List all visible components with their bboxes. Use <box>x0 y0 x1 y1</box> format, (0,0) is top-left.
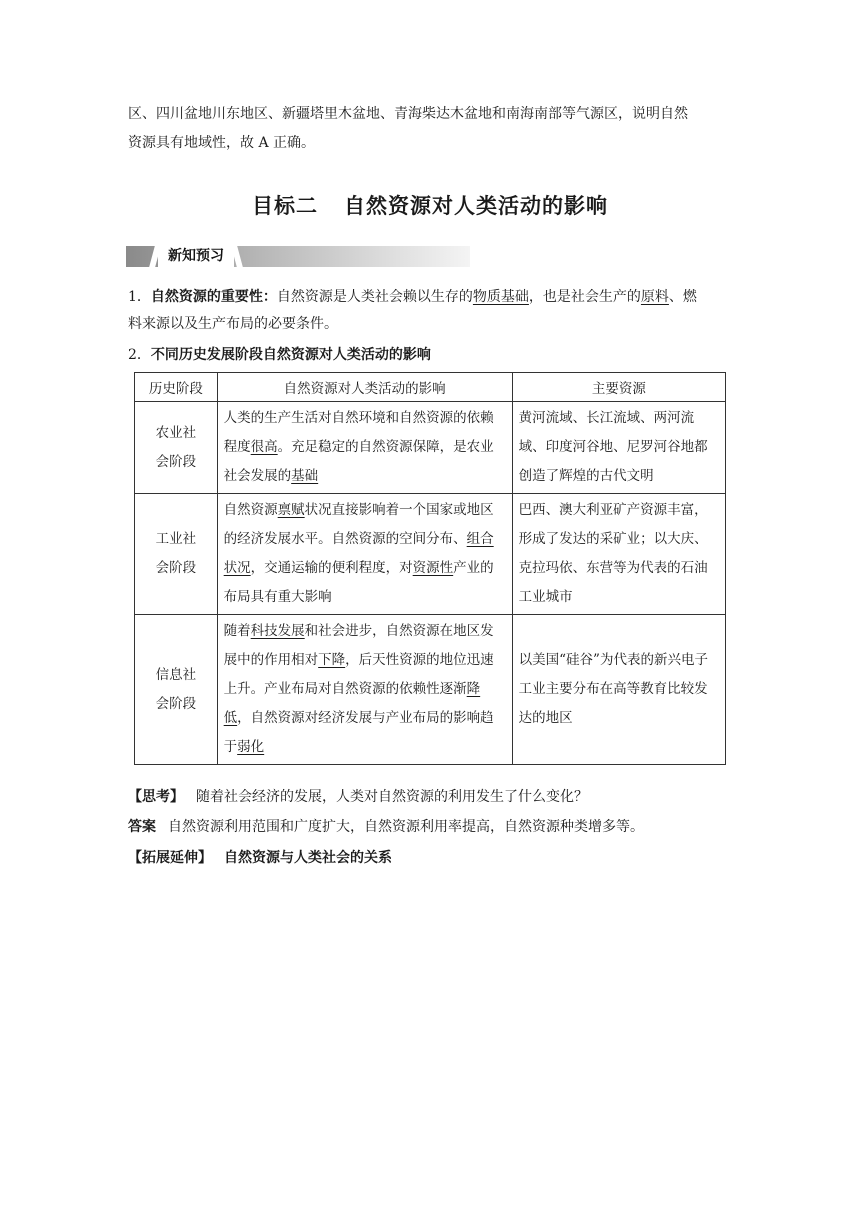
item-1-text-a: 自然资源是人类社会赖以生存的 <box>276 289 473 305</box>
resources-cell: 以美国“硅谷”为代表的新兴电子工业主要分布在高等教育比较发达的地区 <box>512 615 725 765</box>
stage-line-1: 工业社 <box>155 531 197 547</box>
stage-cell <box>135 494 218 615</box>
influence-text: ，自然资源对经济发展与产业布局的影响趋于 <box>223 710 494 755</box>
influence-text: 随着 <box>223 623 251 639</box>
preview-banner-label: 新知预习 <box>158 246 234 267</box>
table-row-information <box>135 615 726 765</box>
think-question-text: 随着社会经济的发展，人类对自然资源的利用发生了什么变化？ <box>196 789 588 805</box>
item-1-underline-material-basis: 物质基础 <box>472 289 529 305</box>
table-row-agriculture <box>135 402 726 494</box>
resources-cell: 巴西、澳大利亚矿产资源丰富，形成了发达的采矿业；以大庆、克拉玛依、东营等为代表的石油工业城市 <box>512 494 725 615</box>
item-1 <box>128 286 738 308</box>
influence-text: 产业的布局具有重大影响 <box>223 560 494 605</box>
stage-line-2: 会阶段 <box>155 695 197 712</box>
answer-text: 自然资源利用范围和广度扩大，自然资源利用率提高，自然资源种类增多等。 <box>168 819 644 835</box>
influence-underline: 很高 <box>250 439 278 455</box>
table-row-industry <box>135 494 726 615</box>
section-title <box>0 190 860 220</box>
stage-line-2: 会阶段 <box>155 560 197 576</box>
influence-text: ，交通运输的便利程度，对 <box>250 560 413 576</box>
influence-cell <box>217 402 512 494</box>
header-influence: 自然资源对人类活动的影响 <box>217 373 512 402</box>
item-2-number: 2． <box>128 347 151 363</box>
stage-cell <box>135 402 218 494</box>
influence-underline: 科技发展 <box>250 623 305 639</box>
item-1-number: 1． <box>128 289 151 305</box>
section-title-text: 自然资源对人类活动的影响 <box>344 194 608 218</box>
extend-section <box>128 847 738 869</box>
influence-cell <box>217 615 512 765</box>
influence-text: 人类的生产生活对自然环境和自然资源的依赖程度 <box>223 410 494 455</box>
stage-line-1: 农业社 <box>155 424 197 441</box>
extend-label: 【拓展延伸】 <box>128 850 212 866</box>
item-1-text-c: 、燃 <box>668 289 697 305</box>
history-stage-table <box>134 372 726 765</box>
item-1-text-b: ，也是社会生产的 <box>528 289 641 305</box>
header-resources: 主要资源 <box>512 373 725 402</box>
resources-cell: 黄河流域、长江流域、两河流域、印度河谷地、尼罗河谷地都创造了辉煌的古代文明 <box>512 402 725 494</box>
stage-cell <box>135 615 218 765</box>
influence-text: 和社会进步，自然资源在地区发展中的作用相对 <box>223 623 494 668</box>
item-1-line-2: 料来源以及生产布局的必要条件。 <box>128 316 338 332</box>
influence-cell <box>217 494 512 615</box>
intro-line-2: 资源具有地域性，故 A 正确。 <box>128 135 316 151</box>
influence-underline: 资源性 <box>412 560 454 576</box>
influence-underline: 弱化 <box>237 739 265 755</box>
section-title-number: 目标二 <box>252 194 318 218</box>
influence-underline: 禀赋 <box>277 502 305 518</box>
intro-line-1: 区、四川盆地川东地区、新疆塔里木盆地、青海柴达木盆地和南海南部等气源区，说明自然 <box>128 106 688 122</box>
influence-underline: 组合状况 <box>223 531 494 576</box>
influence-underline: 基础 <box>291 468 319 484</box>
influence-text: 状况直接影响着一个国家或地区的经济发展水平。自然资源的空间分布、 <box>223 502 494 547</box>
think-question <box>128 786 738 808</box>
preview-banner <box>126 246 470 267</box>
stage-line-1: 信息社 <box>155 666 197 683</box>
table-header-row <box>135 373 726 402</box>
item-2 <box>128 344 738 366</box>
influence-text: 自然资源 <box>223 502 278 518</box>
header-stage: 历史阶段 <box>135 373 218 402</box>
influence-underline: 下降 <box>318 652 346 668</box>
item-1-underline-raw-material: 原料 <box>640 289 669 305</box>
influence-text: ，后天性资源的地位迅速上升。产业布局对自然资源的依赖性逐渐 <box>223 652 494 697</box>
stage-line-2: 会阶段 <box>155 453 197 470</box>
influence-underline: 降低 <box>223 681 481 726</box>
item-1-heading: 自然资源的重要性： <box>150 289 277 305</box>
answer-label: 答案 <box>128 819 156 835</box>
influence-text: 。充足稳定的自然资源保障，是农业社会发展的 <box>223 439 494 484</box>
extend-text: 自然资源与人类社会的关系 <box>224 850 392 866</box>
think-label: 【思考】 <box>128 789 184 805</box>
item-2-heading: 不同历史发展阶段自然资源对人类活动的影响 <box>150 347 431 363</box>
answer <box>128 816 738 838</box>
